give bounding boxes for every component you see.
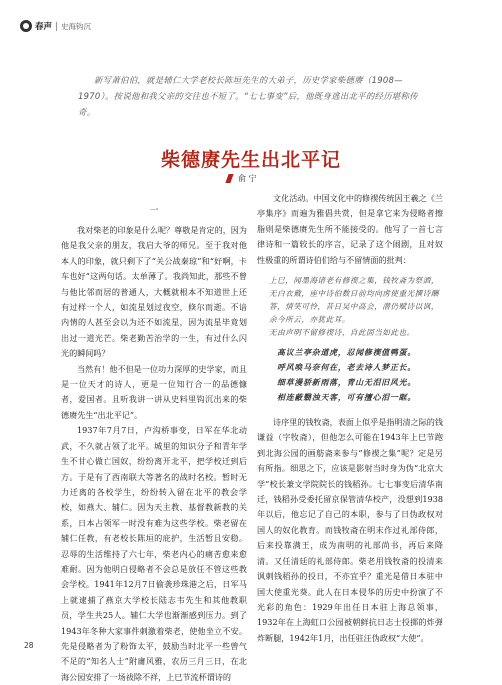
article-intro: 新写萧伯伯，就是辅仁大学老校长陈垣先生的大弟子，历史学家柴德赓（1908—1970）。按说他和我父亲的交往也不短了。“七七事变”后，他既身逃出北平的经历堪称传奇。 [78, 75, 418, 117]
header-subsection: 史海钩沉 [61, 21, 92, 31]
magazine-logo-icon [20, 20, 32, 32]
poem-line: 呼风唤马奈何在，老去诗人梦正长。 [277, 363, 417, 373]
page-number: 28 [24, 641, 34, 650]
article-title: 柴德赓先生出北平记 [160, 149, 341, 171]
poem-preface-text: 无由声明不留修禊诗，自此固当如此也。 [269, 328, 415, 338]
author-name: 俞 宁 [238, 174, 257, 183]
body-paragraph: 诗序里的钱牧斋，表面上似乎是指明清之际的钱谦益（字牧斋），但他怎么可能在1943年上巳节跑到北海公园的画舫斋来参与“修禊之集”呢？定是另有所指。细思之下，应该是影射当时身为伪“北京大学”校长兼文学院院长的钱稻孙。七七事变后清华南迁，钱稻孙受委托留京保管清华校产，没想到1938年以后，他忘记了自己的本职，参与了日伪政权对国人的奴化教育。而钱牧斋在明末作过礼部侍郎，后来投靠满王，成为南明的礼部尚书，再后来降清。又任清廷的礼部侍郎。柴老用钱牧斋的投清来讽刺钱稻孙的投日，不亦宜乎？重光是借日本驻中国大使重光葵。此人在日本侵华的历史中扮演了不光彩的角色：1929年出任日本驻上海总领事，1932年在上海虹口公园被朝鲜抗日志士投掷的炸弹炸断腿，1942年1月，出任驻汪伪政权“大使”。 [257, 417, 443, 643]
page-header [20, 19, 91, 33]
section-number: 一 [149, 206, 159, 216]
poem-line: 高议兰亭杂道虎，忍闻修禊值鸭蛋。 [277, 348, 417, 358]
left-column [61, 203, 247, 685]
poem [277, 345, 443, 405]
right-column [257, 191, 443, 646]
poem-line: 细草漫骄新雨落，青山无泪旧风光。 [277, 378, 417, 388]
body-paragraph: 文化活动。中国文化中的修禊传统因王羲之《兰亭集序》而遍为雅倡共赏，但是拿它来为侵略者擦脂则是柴德赓先生所不能接受的。他写了一首七言律诗和一篇较长的序言，记录了这个闹剧，且对奴性极重的所谓诗伯们给与不留情面的批判： [257, 193, 443, 265]
body-paragraph: 我对柴老的印象是什么呢？尊敬是肯定的，因为他是我父亲的朋友，我启大爷的师兄。至于我对他本人的印象，就只剩下了“关公战秦琼”和“好啊，卡车也好”这两句话。太单薄了。我尚知此，那些不曾与他比邻而居的普通人，大概就根本不知道世上还有过样一个人，如流星划过夜空，倏尔而逝。不谙内情的人甚至会以为还不如流星，因为流星毕竟划出过一道光芒。柴老勤苦治学的一生，有过什么闪光的瞬间吗？ [61, 225, 247, 359]
poem-line: 相连蔽翳浊天客，可有擅心泪一眶。 [277, 393, 417, 403]
body-paragraph: 1937年7月7日，卢沟桥事变，日军在华北动武，不久就占领了北平。城里的知识分子和青年学生不甘心做亡国奴，纷纷离开北平，把学校迁到后方。于是有了西南联大等著名的战时名校。暂时无力迁离的各校学生，纷纷转入留在北平的教会学校，如燕大、辅仁。因为天主教、基督教新教的关系，日本占领军一时没有难为这些学校。柴老留在辅仁任教，有老校长陈垣的庇护，生活暂且安稳。忍辱的生活维持了六七年，柴老内心的痛苦愈来愈难耐。因为他明白侵略者不会总是放任不管这些教会学校。1941年12月7日偷袭珍珠港之后，日军马上就逮捕了燕京大学校长陆志韦先生和其他教职员，学生共25人。辅仁大学也渐渐感到压力。到了1943年冬种大家事件刺激着柴老，使他坐立不安。先是侵略者为了粉饰太平，鼓励当时北平一些曾气不足的“知名人士”附庸风雅，农历三月三日，在北海公园安排了一场祓除不祥，上巳节流杯谓诗的 [61, 425, 247, 682]
author-line [227, 173, 257, 184]
pen-icon [225, 174, 233, 183]
body-paragraph: 当然有！他不但是一位功力深厚的史学家，而且是一位天才的诗人，更是一位知行合一的品德慷者，爱国者。且听我讲一讲从史料里钩沉出来的柴德赓先生“出北平记”。 [61, 363, 247, 420]
header-divider [56, 22, 57, 31]
poem-preface [269, 274, 443, 339]
poem-preface-text: 上巳，闻墨海诸老有修禊之集，钱牧斋为祭酒，无白衣戴，座中诗伯数日前均向虏使重光撰诗酬答，情笑可怜，昔日吴中高会，潜仍赋诗以讽，余今所云，亦犹此耳。 [269, 276, 439, 325]
header-section: 春声 [35, 22, 53, 32]
